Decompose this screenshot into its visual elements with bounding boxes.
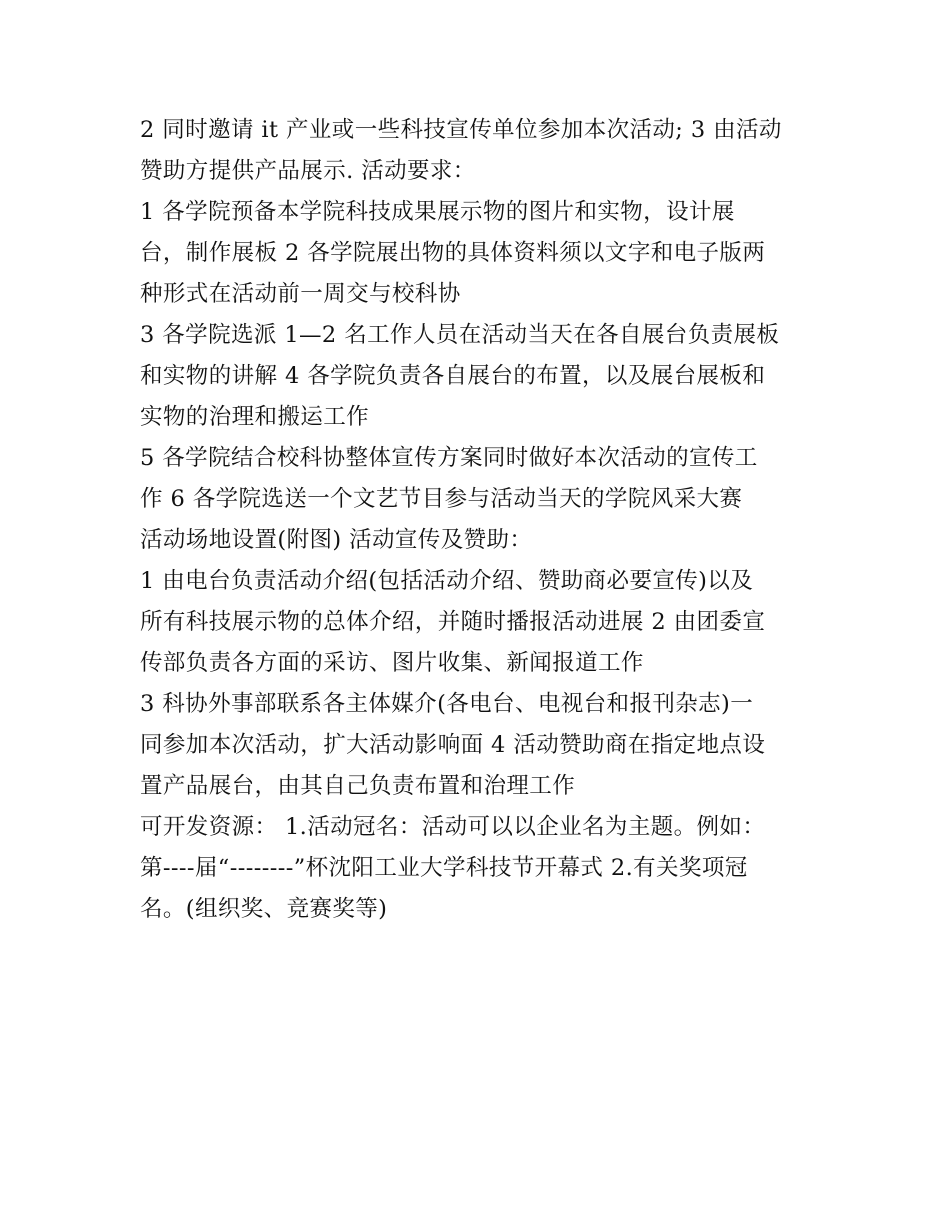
text-line: 5 各学院结合校科协整体宣传方案同时做好本次活动的宣传工 (140, 445, 758, 471)
text-line: 3 各学院选派 1—2 名工作人员在活动当天在各自展台负责展板 (140, 322, 780, 348)
text-line: 第----届“--------”杯沈阳工业大学科技节开幕式 2.有关奖项冠 (140, 855, 748, 881)
text-line: 1 由电台负责活动介绍(包括活动介绍、赞助商必要宣传)以及 (140, 568, 754, 594)
document-body (140, 110, 820, 930)
text-line: 所有科技展示物的总体介绍，并随时播报活动进展 2 由团委宣 (140, 609, 766, 635)
text-line: 和实物的讲解 4 各学院负责各自展台的布置，以及展台展板和 (140, 363, 766, 389)
text-line: 可开发资源： 1.活动冠名：活动可以以企业名为主题。例如： (140, 814, 766, 840)
text-line: 种形式在活动前一周交与校科协 (140, 281, 461, 307)
text-line: 2 同时邀请 it 产业或一些科技宣传单位参加本次活动; 3 由活动 (140, 117, 782, 143)
text-line: 置产品展台，由其自己负责布置和治理工作 (140, 773, 576, 799)
text-line: 赞助方提供产品展示. 活动要求： (140, 158, 476, 184)
text-line: 3 科协外事部联系各主体媒介(各电台、电视台和报刊杂志)一 (140, 691, 754, 717)
text-line: 同参加本次活动，扩大活动影响面 4 活动赞助商在指定地点设 (140, 732, 766, 758)
text-line: 实物的治理和搬运工作 (140, 404, 370, 430)
text-line: 作 6 各学院选送一个文艺节目参与活动当天的学院风采大赛 (140, 486, 743, 512)
text-line: 名。(组织奖、竞赛奖等) (140, 896, 388, 922)
text-line: 台，制作展板 2 各学院展出物的具体资料须以文字和电子版两 (140, 240, 766, 266)
text-line: 活动场地设置(附图) 活动宣传及赞助： (140, 527, 533, 553)
text-line: 1 各学院预备本学院科技成果展示物的图片和实物，设计展 (140, 199, 735, 225)
text-line: 传部负责各方面的采访、图片收集、新闻报道工作 (140, 650, 644, 676)
